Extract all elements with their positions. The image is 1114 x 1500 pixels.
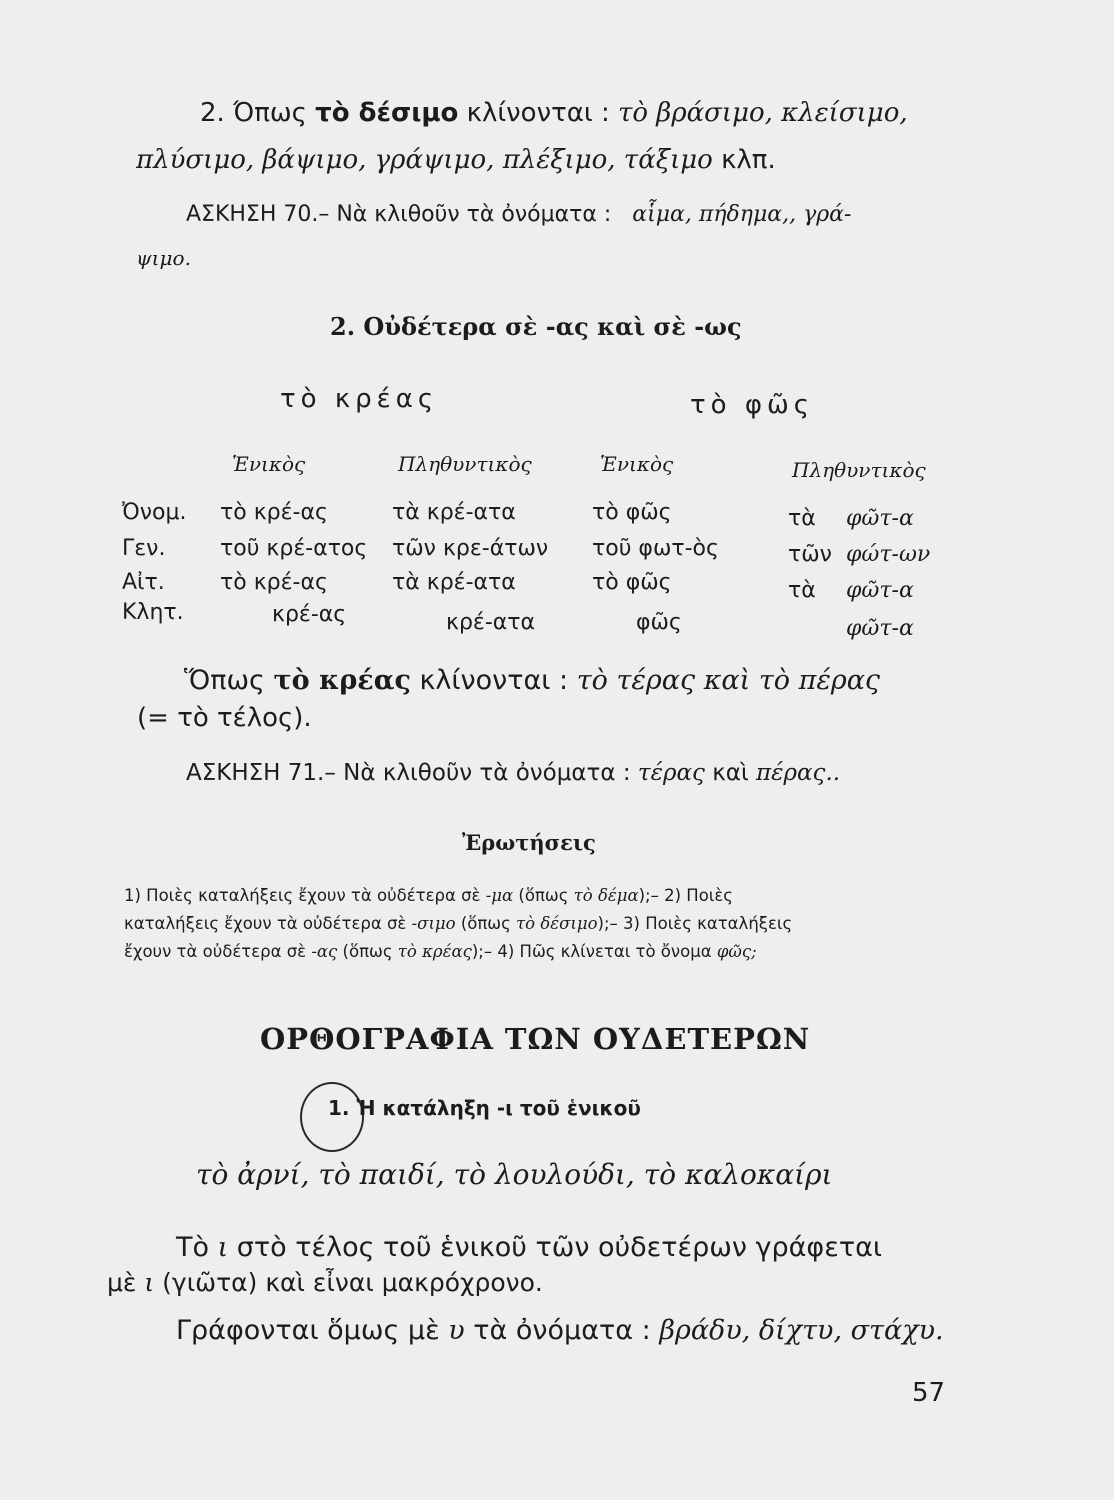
- question-ending: -μα: [485, 886, 514, 905]
- kreas-singular: τὸ κρέ-ας: [220, 500, 328, 525]
- questions-title: Ἐρωτήσεις: [462, 830, 596, 855]
- exercise-70-label: ΑΣΚΗΣΗ 70.– Νὰ κλιθοῦν τὰ ὀνόματα :: [186, 202, 612, 227]
- question-example: φῶς;: [716, 942, 757, 961]
- section-2-title: 2. Οὐδέτερα σὲ -ας καὶ σὲ -ως: [330, 312, 742, 341]
- word-opos: Όπως: [233, 98, 307, 128]
- word-klinontai: κλίνονται :: [466, 98, 610, 128]
- subsection-number: 1.: [328, 1096, 350, 1120]
- plural-label-2: Πληθυντικὸς: [792, 458, 926, 482]
- fos-plural: φῶτ-α: [846, 578, 914, 603]
- paradigm-head-fos: τὸ φῶς: [690, 390, 815, 420]
- kreas-plural: τὰ κρέ-ατα: [392, 500, 516, 525]
- case-label: Ὀνομ.: [122, 500, 187, 525]
- word-klinontai: κλίνονται :: [419, 665, 569, 696]
- rule-text: (γιῶτα) καὶ εἶναι μακρόχρονο.: [162, 1268, 543, 1297]
- question-text: (ὅπως: [337, 942, 398, 961]
- exercise-71: [186, 760, 840, 786]
- fos-plural-article: τὰ: [788, 506, 816, 531]
- rule-text: μὲ: [107, 1268, 137, 1297]
- subsection-1-title: [328, 1096, 641, 1120]
- desimo-examples-1: τὸ βράσιμο, κλείσιμο,: [617, 98, 908, 128]
- case-label: Αἰτ.: [122, 570, 165, 595]
- case-label: Κλητ.: [122, 600, 184, 625]
- rule-line-2: [107, 1268, 543, 1297]
- word-opos: Ὅπως: [184, 665, 265, 696]
- word-kai: καὶ: [712, 760, 749, 786]
- singular-label-2: Ἑνικὸς: [600, 452, 674, 476]
- question-ending: -ας: [311, 942, 338, 961]
- question-ending: -σιμο: [411, 914, 456, 933]
- bold-word-kreas: τὸ κρέας: [273, 665, 411, 696]
- question-text: (ὅπως: [455, 914, 517, 933]
- subsection-text: Ἡ κατάληξη -ι τοῦ ἑνικοῦ: [356, 1096, 641, 1120]
- desimo-line-2: [136, 145, 776, 175]
- exercise-70-cont: ψιμο.: [136, 246, 191, 270]
- question-example: τὸ δέμα: [573, 886, 639, 905]
- fos-singular: τοῦ φωτ-ὸς: [592, 536, 719, 561]
- rule-line-3: [176, 1315, 944, 1346]
- paradigm-head-kreas: τὸ κρέας: [280, 384, 439, 414]
- desimo-examples-2: πλύσιμο, βάψιμο, γράψιμο, πλέξιμο, τάξιμο: [136, 145, 713, 175]
- exercise-71-word-1: τέρας: [637, 760, 705, 786]
- question-example: τὸ κρέας: [397, 942, 472, 961]
- rule-text: τὰ ὀνόματα :: [473, 1315, 651, 1346]
- kreas-plural: τῶν κρε-άτων: [392, 536, 549, 561]
- kreas-examples: τὸ τέρας καὶ τὸ πέρας: [576, 665, 881, 696]
- question-text: ἔχουν τὰ οὐδέτερα σὲ: [124, 942, 312, 961]
- question-example: τὸ δέσιμο: [516, 914, 598, 933]
- question-text: (ὅπως: [513, 886, 574, 905]
- kreas-plural: κρέ-ατα: [446, 610, 536, 635]
- plural-label-1: Πληθυντικὸς: [398, 452, 532, 476]
- kreas-paragraph-line-2: (= τὸ τέλος).: [137, 703, 312, 733]
- letter-iota: ι: [144, 1268, 155, 1297]
- question-line: [124, 914, 792, 933]
- kreas-paragraph-line-1: [184, 665, 880, 696]
- fos-singular: τὸ φῶς: [592, 570, 672, 595]
- bold-word-desimo: τὸ δέσιμο: [315, 98, 459, 128]
- exercise-71-word-2: πέρας..: [756, 760, 841, 786]
- fos-singular: τὸ φῶς: [592, 500, 672, 525]
- exercise-70: [186, 202, 851, 227]
- paragraph-number: 2.: [200, 98, 225, 128]
- question-text: 1) Ποιὲς καταλήξεις ἔχουν τὰ οὐδέτερα σὲ: [124, 886, 486, 905]
- question-text: );– 3) Ποιὲς καταλήξεις: [597, 914, 793, 933]
- examples-neuter-i: τὸ ἀρνί, τὸ παιδί, τὸ λουλούδι, τὸ καλοκαίρι: [196, 1158, 833, 1191]
- rule-text: στὸ τέλος τοῦ ἑνικοῦ τῶν οὐδετέρων γράφεται: [236, 1232, 883, 1263]
- desimo-line-1: [200, 98, 908, 128]
- question-line: [124, 886, 733, 905]
- question-line: [124, 942, 757, 961]
- kreas-singular: τὸ κρέ-ας: [220, 570, 328, 595]
- exercise-71-label: ΑΣΚΗΣΗ 71.– Νὰ κλιθοῦν τὰ ὀνόματα :: [186, 760, 631, 786]
- letter-ypsilon: υ: [448, 1315, 465, 1346]
- fos-plural: φώτ-ων: [846, 542, 931, 567]
- singular-label-1: Ἑνικὸς: [232, 452, 306, 476]
- kreas-plural: τὰ κρέ-ατα: [392, 570, 516, 595]
- letter-iota: ι: [217, 1232, 229, 1263]
- exercise-70-words: αἷμα, πήδημα,, γρά-: [632, 202, 852, 227]
- kreas-singular: κρέ-ας: [272, 602, 347, 627]
- rule-line-1: [176, 1232, 882, 1263]
- fos-plural-article: τὰ: [788, 578, 816, 603]
- orthography-title: ΟΡΘΟΓΡΑΦΙΑ ΤΩΝ ΟΥΔΕΤΕΡΩΝ: [260, 1022, 811, 1056]
- fos-plural: φῶτ-α: [846, 616, 914, 641]
- rule-examples: βράδυ, δίχτυ, στάχυ.: [659, 1315, 944, 1346]
- page-number: 57: [912, 1378, 946, 1408]
- rule-text: Γράφονται ὅμως μὲ: [176, 1315, 440, 1346]
- question-text: );– 4) Πῶς κλίνεται τὸ ὄνομα: [471, 942, 717, 961]
- fos-plural: φῶτ-α: [846, 506, 914, 531]
- fos-singular: φῶς: [636, 610, 682, 635]
- question-text: καταλήξεις ἔχουν τὰ οὐδέτερα σὲ: [124, 914, 412, 933]
- fos-plural-article: τῶν: [788, 542, 832, 567]
- kreas-singular: τοῦ κρέ-ατος: [220, 536, 368, 561]
- word-ktl: κλπ.: [721, 145, 776, 175]
- question-text: );– 2) Ποιὲς: [638, 886, 733, 905]
- case-label: Γεν.: [122, 536, 166, 561]
- rule-text: Τὸ: [176, 1232, 210, 1263]
